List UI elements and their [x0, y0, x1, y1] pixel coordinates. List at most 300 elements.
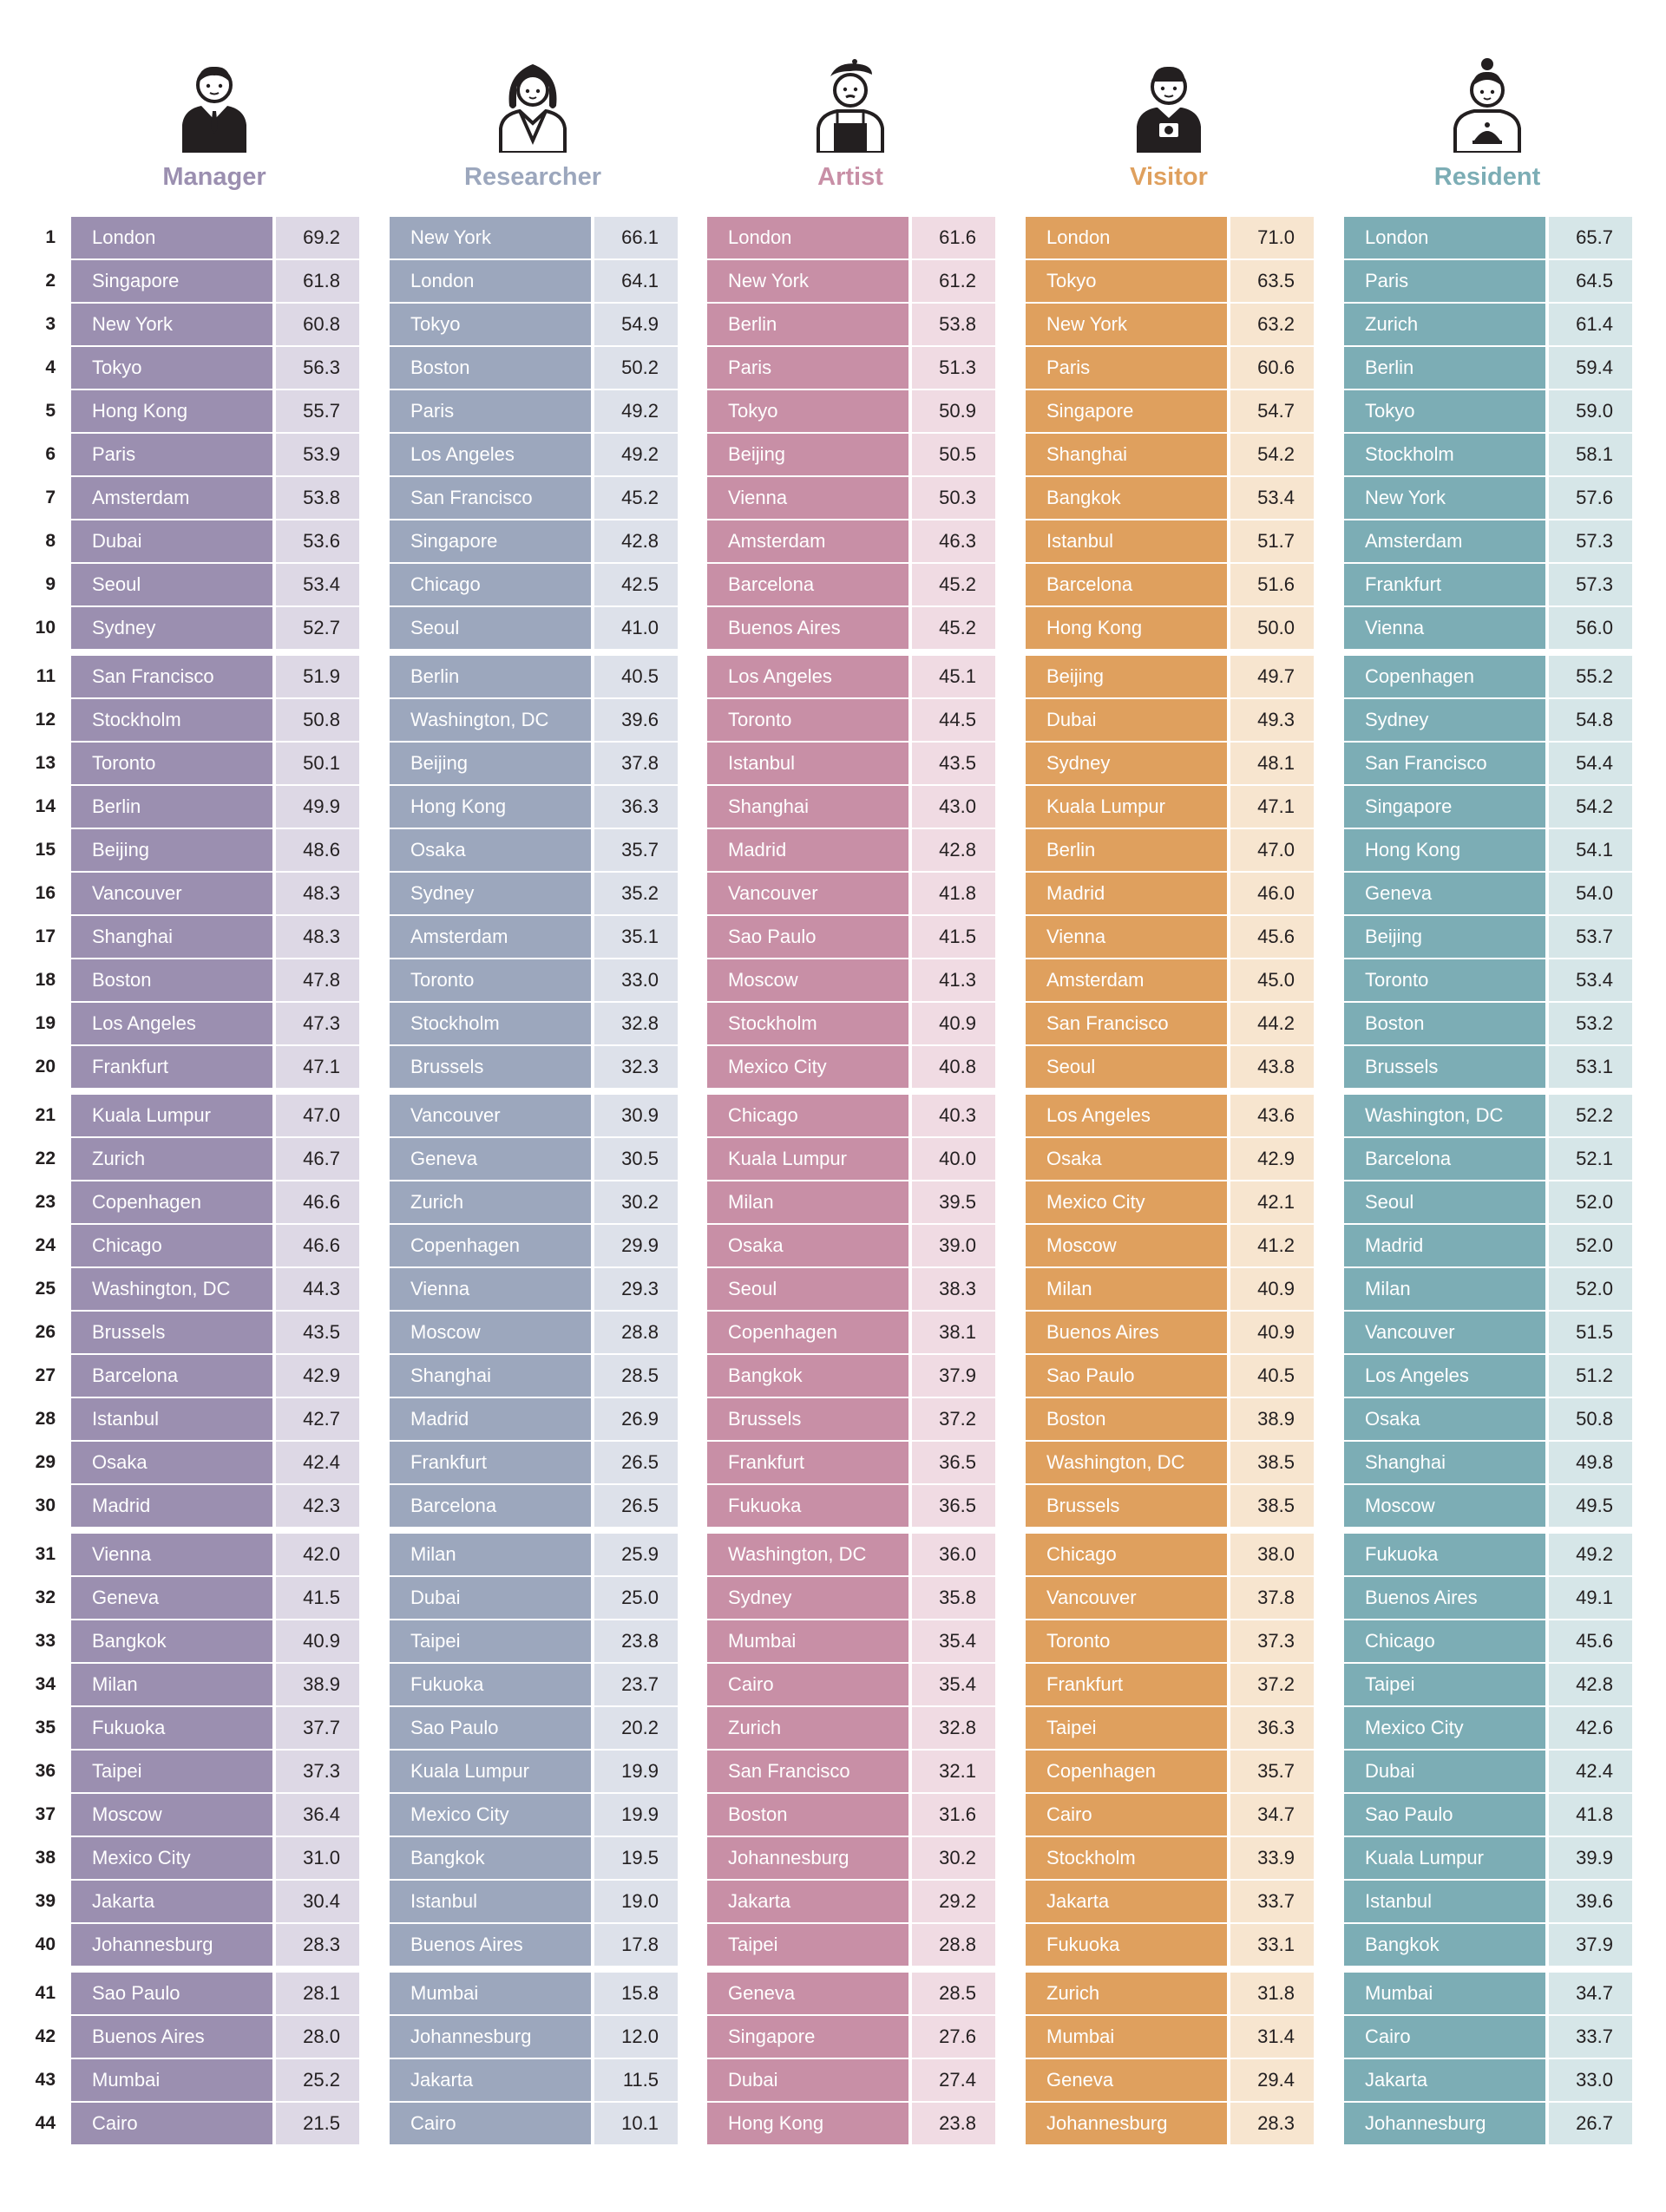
city-name: Vancouver	[390, 1095, 591, 1136]
city-name: Paris	[1344, 260, 1545, 302]
city-name: Zurich	[390, 1181, 591, 1223]
manager-row	[71, 1664, 359, 1705]
researcher-row	[390, 1973, 678, 2014]
artist-row	[707, 1707, 995, 1749]
score-value: 23.8	[912, 2103, 995, 2144]
score-value: 50.5	[912, 434, 995, 475]
manager-row	[71, 1046, 359, 1088]
resident-row	[1344, 1095, 1632, 1136]
score-value: 59.4	[1549, 347, 1632, 389]
resident-row	[1344, 607, 1632, 649]
researcher-row	[390, 959, 678, 1001]
resident-row	[1344, 1442, 1632, 1483]
score-value: 53.8	[912, 304, 995, 345]
manager-row	[71, 786, 359, 828]
city-name: Milan	[71, 1664, 272, 1705]
visitor-row	[1026, 786, 1314, 828]
city-name: Bangkok	[1344, 1924, 1545, 1966]
city-name: Berlin	[1344, 347, 1545, 389]
score-value: 41.5	[912, 916, 995, 958]
city-name: Chicago	[1344, 1620, 1545, 1662]
researcher-row	[390, 2016, 678, 2058]
researcher-row	[390, 477, 678, 519]
rank-number: 21	[35, 1105, 56, 1125]
city-name: Beijing	[1344, 916, 1545, 958]
visitor-row	[1026, 1794, 1314, 1836]
city-name: Buenos Aires	[71, 2016, 272, 2058]
score-value: 40.3	[912, 1095, 995, 1136]
score-value: 40.5	[594, 656, 678, 697]
artist-row	[707, 1837, 995, 1879]
score-value: 55.7	[276, 390, 359, 432]
score-value: 37.7	[276, 1707, 359, 1749]
city-name: Sao Paulo	[1344, 1794, 1545, 1836]
city-name: Fukuoka	[707, 1485, 908, 1527]
visitor-row	[1026, 873, 1314, 914]
score-value: 54.1	[1549, 829, 1632, 871]
city-name: Madrid	[71, 1485, 272, 1527]
rank-number: 14	[35, 796, 56, 816]
city-name: Brussels	[1026, 1485, 1227, 1527]
score-value: 47.1	[1230, 786, 1314, 828]
score-value: 28.3	[1230, 2103, 1314, 2144]
visitor-row	[1026, 1751, 1314, 1792]
city-name: Osaka	[390, 829, 591, 871]
resident-row	[1344, 1003, 1632, 1044]
visitor-row	[1026, 1398, 1314, 1440]
city-name: Dubai	[71, 520, 272, 562]
city-name: Amsterdam	[71, 477, 272, 519]
city-name: Fukuoka	[1344, 1534, 1545, 1575]
score-value: 15.8	[594, 1973, 678, 2014]
visitor-row	[1026, 564, 1314, 605]
city-name: Sao Paulo	[390, 1707, 591, 1749]
visitor-row	[1026, 1973, 1314, 2014]
researcher-header	[390, 57, 676, 205]
city-name: Amsterdam	[1026, 959, 1227, 1001]
researcher-row	[390, 607, 678, 649]
score-value: 30.5	[594, 1138, 678, 1180]
city-name: Barcelona	[1026, 564, 1227, 605]
score-value: 52.2	[1549, 1095, 1632, 1136]
artist-row	[707, 873, 995, 914]
city-name: Fukuoka	[1026, 1924, 1227, 1966]
resident-row	[1344, 1225, 1632, 1266]
city-name: Amsterdam	[1344, 520, 1545, 562]
score-value: 47.3	[276, 1003, 359, 1044]
city-name: Boston	[1344, 1003, 1545, 1044]
city-name: Stockholm	[707, 1003, 908, 1044]
city-name: Istanbul	[71, 1398, 272, 1440]
score-value: 69.2	[276, 217, 359, 259]
score-value: 45.6	[1549, 1620, 1632, 1662]
resident-row	[1344, 1620, 1632, 1662]
score-value: 43.6	[1230, 1095, 1314, 1136]
score-value: 32.8	[594, 1003, 678, 1044]
score-value: 28.8	[594, 1312, 678, 1353]
researcher-row	[390, 2059, 678, 2101]
score-value: 36.4	[276, 1794, 359, 1836]
city-name: Fukuoka	[71, 1707, 272, 1749]
manager-row	[71, 260, 359, 302]
city-name: Moscow	[1026, 1225, 1227, 1266]
score-value: 40.0	[912, 1138, 995, 1180]
score-value: 53.9	[276, 434, 359, 475]
city-name: Taipei	[390, 1620, 591, 1662]
city-name: Shanghai	[71, 916, 272, 958]
score-value: 48.1	[1230, 743, 1314, 784]
city-name: Toronto	[707, 699, 908, 741]
city-name: Sydney	[71, 607, 272, 649]
city-name: Brussels	[390, 1046, 591, 1088]
city-name: Beijing	[390, 743, 591, 784]
score-value: 59.0	[1549, 390, 1632, 432]
city-name: Istanbul	[1344, 1881, 1545, 1922]
score-value: 61.4	[1549, 304, 1632, 345]
city-name: Sao Paulo	[1026, 1355, 1227, 1397]
city-name: Istanbul	[707, 743, 908, 784]
city-name: Shanghai	[390, 1355, 591, 1397]
score-value: 38.0	[1230, 1534, 1314, 1575]
score-value: 49.2	[594, 390, 678, 432]
score-value: 30.4	[276, 1881, 359, 1922]
score-value: 28.3	[276, 1924, 359, 1966]
researcher-row	[390, 390, 678, 432]
visitor-row	[1026, 1046, 1314, 1088]
score-value: 36.0	[912, 1534, 995, 1575]
score-value: 33.9	[1230, 1837, 1314, 1879]
city-name: Washington, DC	[390, 699, 591, 741]
score-value: 28.5	[912, 1973, 995, 2014]
score-value: 42.4	[1549, 1751, 1632, 1792]
manager-icon	[175, 57, 253, 153]
score-value: 57.3	[1549, 564, 1632, 605]
researcher-row	[390, 1355, 678, 1397]
city-name: London	[707, 217, 908, 259]
visitor-row	[1026, 2016, 1314, 2058]
city-name: Amsterdam	[707, 520, 908, 562]
score-value: 35.1	[594, 916, 678, 958]
score-value: 33.7	[1549, 2016, 1632, 2058]
artist-row	[707, 916, 995, 958]
score-value: 54.9	[594, 304, 678, 345]
visitor-row	[1026, 2103, 1314, 2144]
score-value: 56.3	[276, 347, 359, 389]
city-name: Boston	[707, 1794, 908, 1836]
city-name: Fukuoka	[390, 1664, 591, 1705]
city-name: Tokyo	[1026, 260, 1227, 302]
score-value: 36.5	[912, 1442, 995, 1483]
city-name: Chicago	[1026, 1534, 1227, 1575]
artist-row	[707, 1485, 995, 1527]
score-value: 65.7	[1549, 217, 1632, 259]
score-value: 46.6	[276, 1181, 359, 1223]
visitor-row	[1026, 1095, 1314, 1136]
city-name: Osaka	[1026, 1138, 1227, 1180]
city-name: Mexico City	[1344, 1707, 1545, 1749]
city-name: Copenhagen	[390, 1225, 591, 1266]
city-name: Johannesburg	[707, 1837, 908, 1879]
city-name: Johannesburg	[390, 2016, 591, 2058]
score-value: 34.7	[1230, 1794, 1314, 1836]
visitor-header	[1026, 57, 1312, 205]
researcher-row	[390, 2103, 678, 2144]
artist-row	[707, 1355, 995, 1397]
score-value: 29.4	[1230, 2059, 1314, 2101]
resident-row	[1344, 1268, 1632, 1310]
manager-row	[71, 916, 359, 958]
score-value: 49.1	[1549, 1577, 1632, 1619]
score-value: 63.5	[1230, 260, 1314, 302]
visitor-row	[1026, 304, 1314, 345]
score-value: 49.2	[1549, 1534, 1632, 1575]
artist-row	[707, 1924, 995, 1966]
resident-row	[1344, 1707, 1632, 1749]
manager-row	[71, 347, 359, 389]
score-value: 48.3	[276, 916, 359, 958]
visitor-row	[1026, 1837, 1314, 1879]
city-name: Johannesburg	[1026, 2103, 1227, 2144]
manager-row	[71, 1442, 359, 1483]
rank-number: 20	[35, 1057, 56, 1077]
researcher-row	[390, 564, 678, 605]
resident-row	[1344, 1398, 1632, 1440]
rank-number: 38	[35, 1848, 56, 1868]
visitor-row	[1026, 1707, 1314, 1749]
visitor-row	[1026, 699, 1314, 741]
rank-number: 10	[35, 618, 56, 638]
researcher-row	[390, 1924, 678, 1966]
score-value: 49.5	[1549, 1485, 1632, 1527]
artist-row	[707, 304, 995, 345]
resident-row	[1344, 564, 1632, 605]
score-value: 43.8	[1230, 1046, 1314, 1088]
city-name: Stockholm	[1344, 434, 1545, 475]
rank-number: 5	[45, 401, 56, 421]
col-title-artist: Artist	[817, 163, 883, 191]
city-name: Jakarta	[1026, 1881, 1227, 1922]
city-name: Cairo	[1344, 2016, 1545, 2058]
manager-row	[71, 434, 359, 475]
score-value: 51.7	[1230, 520, 1314, 562]
rank-number: 11	[36, 666, 56, 686]
manager-row	[71, 829, 359, 871]
city-name: Kuala Lumpur	[1026, 786, 1227, 828]
resident-row	[1344, 1534, 1632, 1575]
rank-number: 7	[45, 488, 56, 507]
score-value: 49.3	[1230, 699, 1314, 741]
city-name: Sydney	[1026, 743, 1227, 784]
score-value: 40.9	[1230, 1312, 1314, 1353]
visitor-row	[1026, 743, 1314, 784]
manager-row	[71, 1355, 359, 1397]
city-name: Mexico City	[707, 1046, 908, 1088]
artist-row	[707, 1620, 995, 1662]
score-value: 32.8	[912, 1707, 995, 1749]
score-value: 44.5	[912, 699, 995, 741]
manager-row	[71, 1751, 359, 1792]
score-value: 53.4	[1549, 959, 1632, 1001]
score-value: 53.6	[276, 520, 359, 562]
rank-number: 30	[35, 1495, 56, 1515]
researcher-row	[390, 1225, 678, 1266]
city-name: San Francisco	[71, 656, 272, 697]
score-value: 38.9	[276, 1664, 359, 1705]
city-name: Berlin	[71, 786, 272, 828]
manager-row	[71, 1534, 359, 1575]
visitor-icon	[1130, 57, 1208, 153]
manager-row	[71, 699, 359, 741]
visitor-row	[1026, 260, 1314, 302]
resident-row	[1344, 2103, 1632, 2144]
score-value: 60.6	[1230, 347, 1314, 389]
city-name: Johannesburg	[71, 1924, 272, 1966]
resident-row	[1344, 873, 1632, 914]
city-name: Los Angeles	[71, 1003, 272, 1044]
city-name: Moscow	[390, 1312, 591, 1353]
city-name: Vienna	[390, 1268, 591, 1310]
city-name: Tokyo	[707, 390, 908, 432]
resident-row	[1344, 1577, 1632, 1619]
artist-row	[707, 1442, 995, 1483]
score-value: 21.5	[276, 2103, 359, 2144]
researcher-row	[390, 829, 678, 871]
score-value: 37.8	[1230, 1577, 1314, 1619]
score-value: 12.0	[594, 2016, 678, 2058]
score-value: 28.0	[276, 2016, 359, 2058]
rank-number: 13	[35, 753, 56, 773]
score-value: 30.2	[912, 1837, 995, 1879]
score-value: 64.1	[594, 260, 678, 302]
city-name: Jakarta	[707, 1881, 908, 1922]
city-name: Bangkok	[71, 1620, 272, 1662]
score-value: 38.3	[912, 1268, 995, 1310]
rank-number: 8	[45, 531, 56, 551]
city-name: Seoul	[1026, 1046, 1227, 1088]
score-value: 45.0	[1230, 959, 1314, 1001]
score-value: 41.3	[912, 959, 995, 1001]
score-value: 29.3	[594, 1268, 678, 1310]
rank-number: 35	[35, 1718, 56, 1738]
artist-row	[707, 2059, 995, 2101]
artist-row	[707, 1268, 995, 1310]
score-value: 54.8	[1549, 699, 1632, 741]
score-value: 19.5	[594, 1837, 678, 1879]
city-name: Los Angeles	[1344, 1355, 1545, 1397]
resident-row	[1344, 1881, 1632, 1922]
resident-row	[1344, 304, 1632, 345]
city-name: Beijing	[707, 434, 908, 475]
manager-row	[71, 1620, 359, 1662]
score-value: 37.3	[1230, 1620, 1314, 1662]
score-value: 25.2	[276, 2059, 359, 2101]
rank-number: 26	[35, 1322, 56, 1342]
resident-row	[1344, 434, 1632, 475]
city-name: Beijing	[71, 829, 272, 871]
score-value: 35.4	[912, 1664, 995, 1705]
researcher-row	[390, 347, 678, 389]
rank-number: 25	[35, 1279, 56, 1299]
manager-row	[71, 1138, 359, 1180]
manager-row	[71, 390, 359, 432]
city-name: Dubai	[390, 1577, 591, 1619]
manager-row	[71, 217, 359, 259]
city-name: Paris	[390, 390, 591, 432]
resident-header	[1344, 57, 1630, 205]
score-value: 53.7	[1549, 916, 1632, 958]
visitor-row	[1026, 217, 1314, 259]
score-value: 35.8	[912, 1577, 995, 1619]
city-name: Chicago	[707, 1095, 908, 1136]
city-name: Mumbai	[1344, 1973, 1545, 2014]
city-name: Geneva	[707, 1973, 908, 2014]
city-name: Mexico City	[390, 1794, 591, 1836]
researcher-row	[390, 1534, 678, 1575]
rank-number: 43	[35, 2070, 56, 2090]
researcher-row	[390, 1268, 678, 1310]
score-value: 47.1	[276, 1046, 359, 1088]
artist-row	[707, 607, 995, 649]
city-name: Singapore	[390, 520, 591, 562]
city-name: Seoul	[390, 607, 591, 649]
score-value: 26.5	[594, 1442, 678, 1483]
city-name: Copenhagen	[1026, 1751, 1227, 1792]
city-name: Geneva	[71, 1577, 272, 1619]
score-value: 38.5	[1230, 1485, 1314, 1527]
manager-row	[71, 2059, 359, 2101]
score-value: 27.4	[912, 2059, 995, 2101]
visitor-row	[1026, 1225, 1314, 1266]
manager-row	[71, 304, 359, 345]
artist-row	[707, 1312, 995, 1353]
score-value: 19.9	[594, 1794, 678, 1836]
city-name: Singapore	[1026, 390, 1227, 432]
city-name: Milan	[707, 1181, 908, 1223]
score-value: 28.5	[594, 1355, 678, 1397]
rank-number: 33	[35, 1631, 56, 1651]
city-name: Frankfurt	[390, 1442, 591, 1483]
rank-number: 29	[35, 1452, 56, 1472]
rank-number: 32	[35, 1587, 56, 1607]
city-name: Shanghai	[1344, 1442, 1545, 1483]
rank-number: 18	[35, 970, 56, 990]
city-name: Vienna	[1344, 607, 1545, 649]
visitor-row	[1026, 1664, 1314, 1705]
researcher-row	[390, 1881, 678, 1922]
score-value: 36.3	[594, 786, 678, 828]
city-name: New York	[390, 217, 591, 259]
city-name: Singapore	[707, 2016, 908, 2058]
city-name: Barcelona	[71, 1355, 272, 1397]
researcher-row	[390, 1003, 678, 1044]
researcher-row	[390, 1794, 678, 1836]
artist-row	[707, 786, 995, 828]
score-value: 33.1	[1230, 1924, 1314, 1966]
artist-header	[707, 57, 994, 205]
score-value: 51.9	[276, 656, 359, 697]
city-name: Toronto	[71, 743, 272, 784]
score-value: 71.0	[1230, 217, 1314, 259]
score-value: 30.9	[594, 1095, 678, 1136]
score-value: 42.4	[276, 1442, 359, 1483]
artist-row	[707, 390, 995, 432]
researcher-row	[390, 786, 678, 828]
manager-row	[71, 1225, 359, 1266]
score-value: 54.7	[1230, 390, 1314, 432]
city-name: Hong Kong	[71, 390, 272, 432]
score-value: 19.0	[594, 1881, 678, 1922]
manager-row	[71, 1577, 359, 1619]
